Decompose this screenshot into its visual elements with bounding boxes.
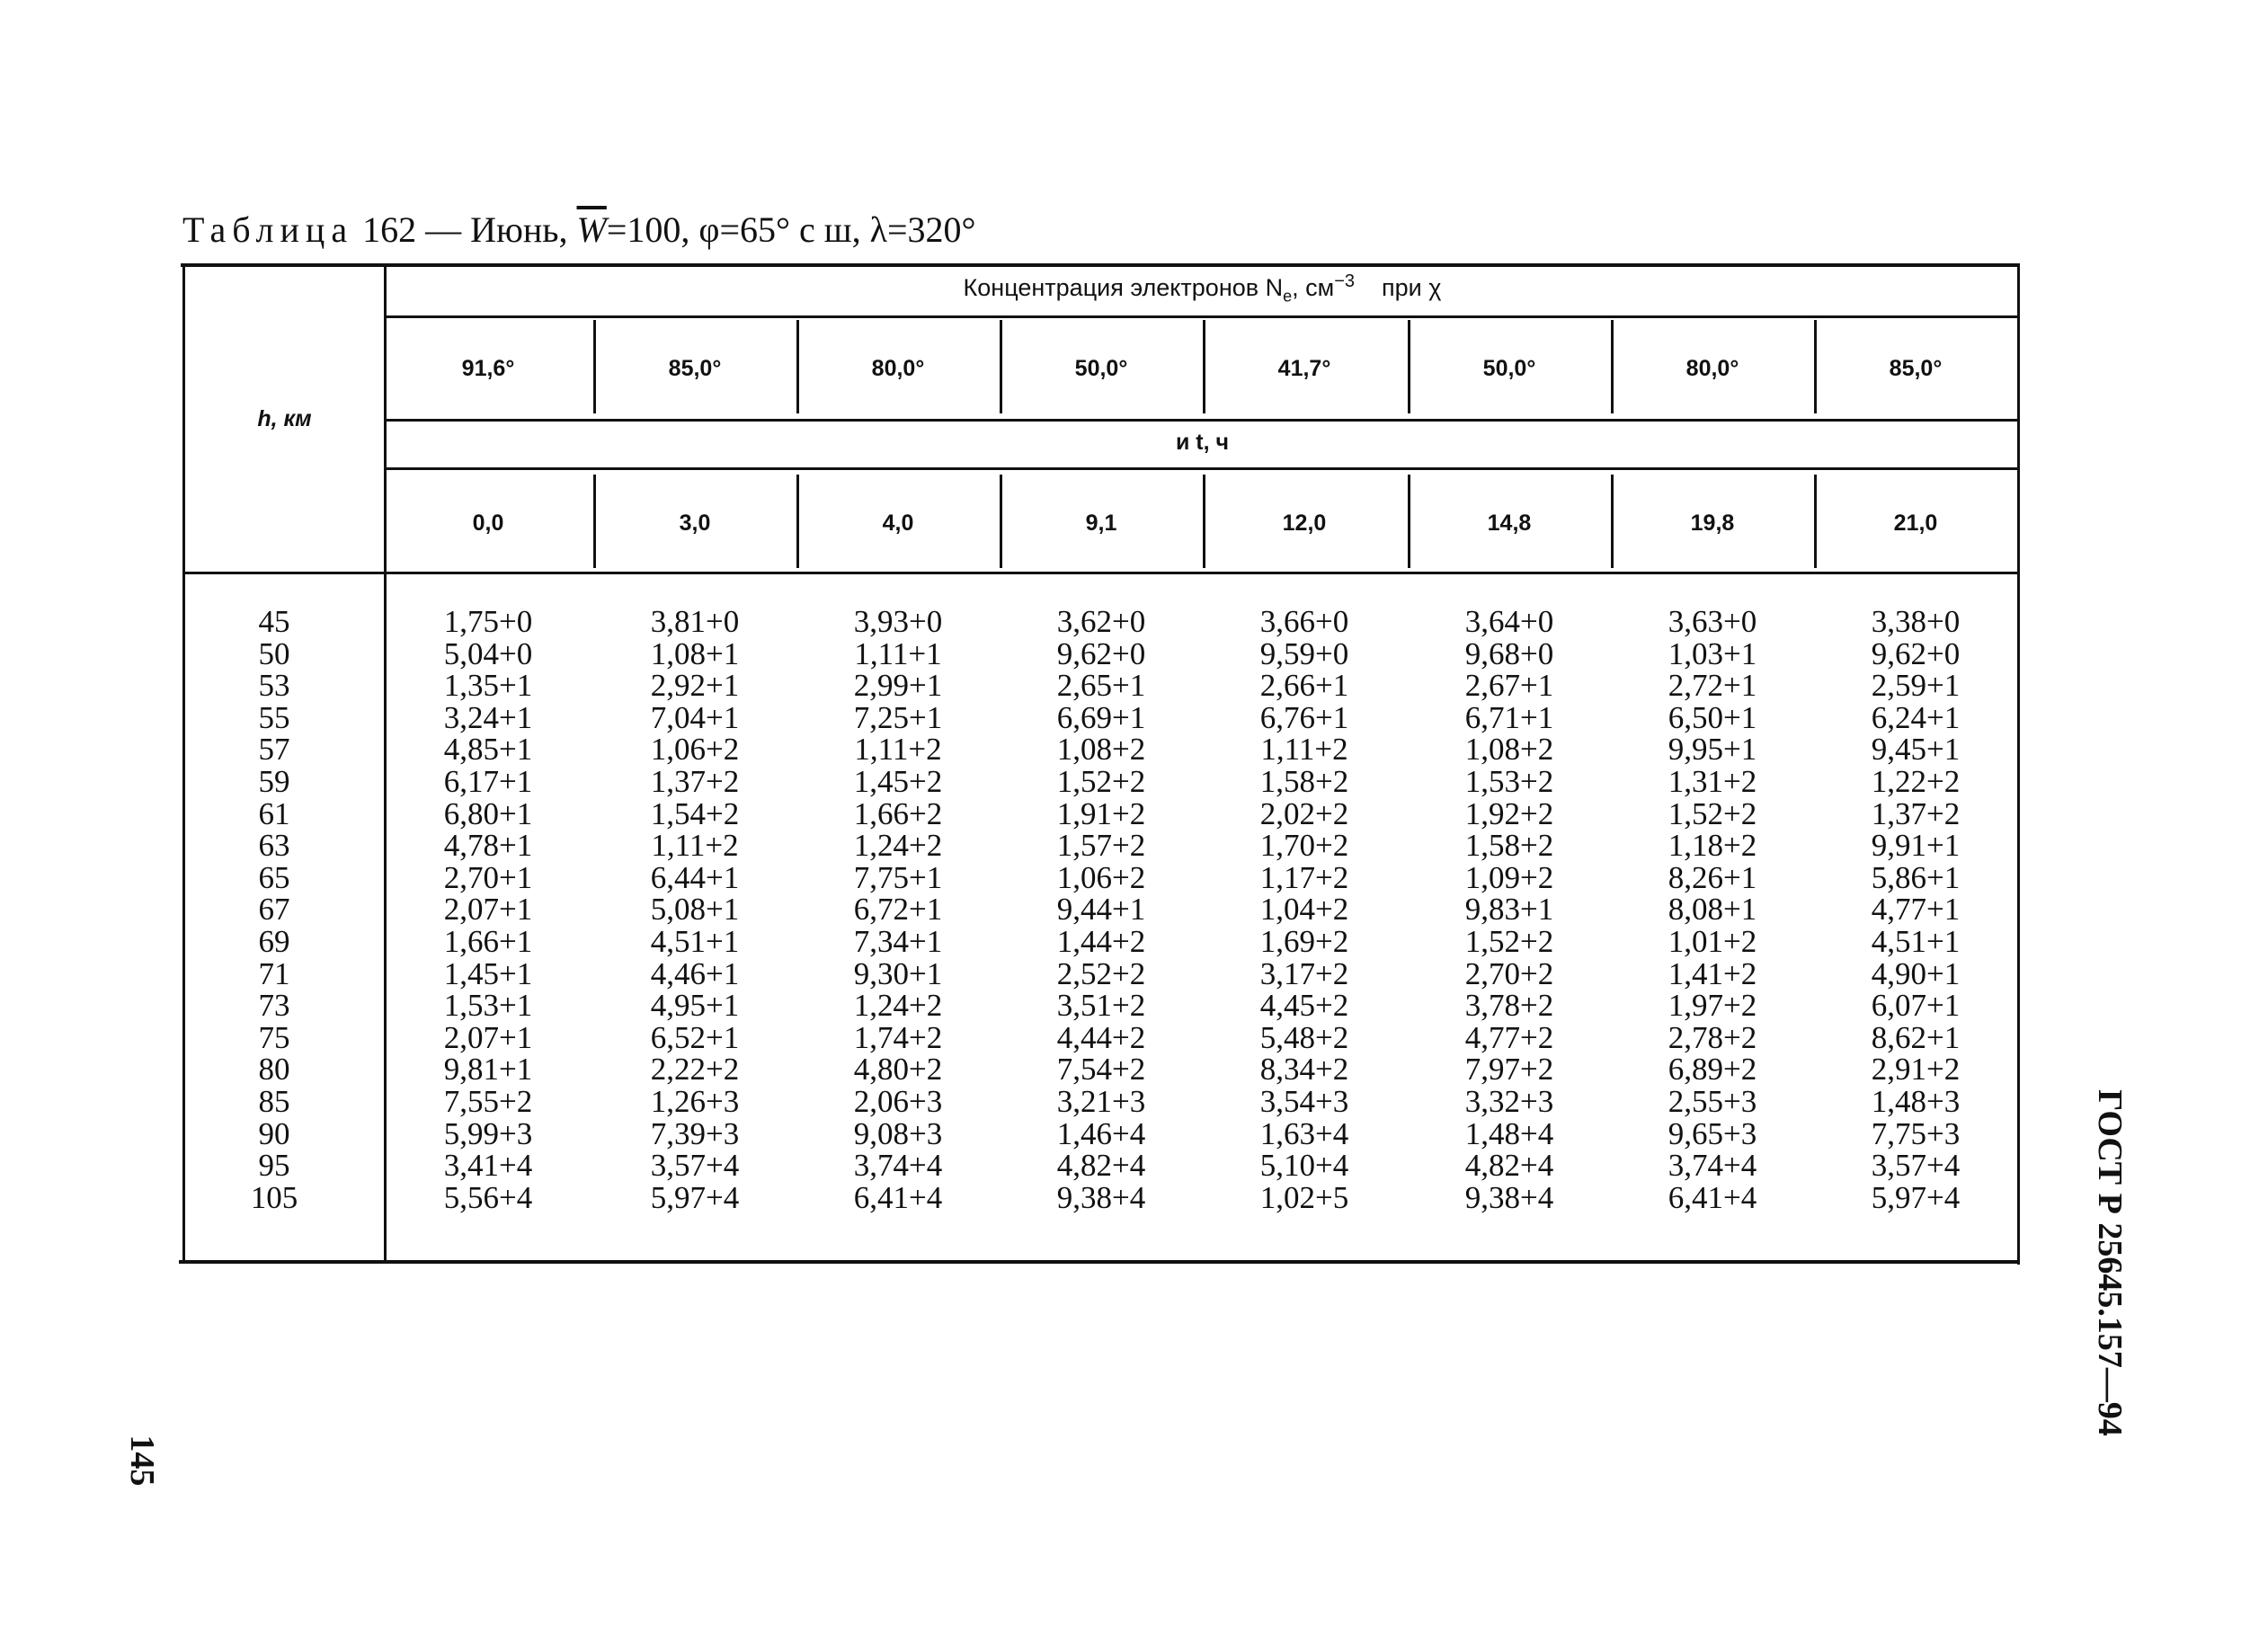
conc-exp: −3: [1334, 271, 1356, 291]
data-cell: 1,53+1: [443, 988, 533, 1024]
data-cell: 1,92+2: [1464, 795, 1554, 831]
data-cell: 4,82+4: [1056, 1148, 1146, 1184]
conc-pri: при χ: [1382, 274, 1442, 301]
height-value: 90: [258, 1115, 290, 1151]
data-cell: 6,50+1: [1668, 699, 1757, 735]
data-cell: 3,74+4: [1668, 1148, 1757, 1184]
chi-under-rule: [387, 419, 2018, 422]
chi-header-cell: 50,0°: [1482, 356, 1536, 381]
data-cell: 2,22+2: [650, 1052, 740, 1088]
data-cell: 8,34+2: [1259, 1052, 1349, 1088]
data-cell: 5,08+1: [650, 892, 740, 928]
data-cell: 9,45+1: [1871, 732, 1961, 768]
data-cell: 4,46+1: [650, 955, 740, 991]
data-cell: 5,10+4: [1259, 1148, 1349, 1184]
data-cell: 8,62+1: [1871, 1019, 1961, 1055]
height-value: 65: [258, 859, 290, 895]
caption-w-symbol: $\overline{W}$: [576, 209, 607, 250]
height-value: 57: [258, 732, 290, 768]
data-cell: 2,55+3: [1668, 1083, 1757, 1119]
data-cell: 3,38+0: [1871, 604, 1961, 639]
conc-label: Концентрация электронов N: [963, 274, 1284, 301]
data-cell: 1,45+2: [853, 763, 943, 799]
gost-designation: [2085, 1038, 2130, 1487]
data-cell: 6,69+1: [1056, 699, 1146, 735]
height-value: 50: [258, 635, 290, 671]
data-cell: 9,30+1: [853, 955, 943, 991]
data-cell: 4,45+2: [1259, 988, 1349, 1024]
data-cell: 2,52+2: [1056, 955, 1146, 991]
data-cell: 4,95+1: [650, 988, 740, 1024]
data-cell: 1,17+2: [1259, 859, 1349, 895]
data-cell: 2,99+1: [853, 668, 943, 704]
conc-sub: e: [1283, 287, 1293, 306]
conc-unit: , см: [1292, 274, 1335, 301]
time-header: [387, 430, 2018, 456]
data-cell: 8,26+1: [1668, 859, 1757, 895]
data-cell: 1,26+3: [650, 1083, 740, 1119]
data-cell: 1,31+2: [1668, 763, 1757, 799]
data-cell: 9,83+1: [1464, 892, 1554, 928]
data-cell: 2,65+1: [1056, 668, 1146, 704]
data-cell: 4,77+2: [1464, 1019, 1554, 1055]
chi-header-cell: 85,0°: [1889, 356, 1943, 381]
data-cell: 6,17+1: [443, 763, 533, 799]
data-cell: 1,69+2: [1259, 923, 1349, 959]
data-cell: 3,57+4: [1871, 1148, 1961, 1184]
data-cell: 3,64+0: [1464, 604, 1554, 639]
data-cell: 5,56+4: [443, 1179, 533, 1215]
data-cell: 2,91+2: [1871, 1052, 1961, 1088]
caption-number: 162 — Июнь,: [362, 209, 568, 250]
data-cell: 1,48+3: [1871, 1083, 1961, 1119]
height-value: 71: [258, 955, 290, 991]
data-cell: 6,24+1: [1871, 699, 1961, 735]
data-cell: 3,51+2: [1056, 988, 1146, 1024]
data-cell: 1,41+2: [1668, 955, 1757, 991]
data-cell: 7,25+1: [853, 699, 943, 735]
data-cell: 1,02+5: [1259, 1179, 1349, 1215]
data-cell: 6,71+1: [1464, 699, 1554, 735]
height-value: 53: [258, 668, 290, 704]
data-cell: 9,95+1: [1668, 732, 1757, 768]
data-cell: 3,41+4: [443, 1148, 533, 1184]
data-cell: 1,11+2: [854, 732, 942, 768]
data-cell: 1,11+2: [1260, 732, 1348, 768]
data-cell: 1,22+2: [1871, 763, 1961, 799]
data-cell: 5,04+0: [443, 635, 533, 671]
data-cell: 3,93+0: [853, 604, 943, 639]
height-value: 80: [258, 1052, 290, 1088]
data-cell: 4,80+2: [853, 1052, 943, 1088]
t-header-cell: 4,0: [882, 511, 914, 536]
data-cell: 3,24+1: [443, 699, 533, 735]
chi-header-cell: 41,7°: [1277, 356, 1331, 381]
t-header-cell: 21,0: [1893, 511, 1938, 536]
data-cell: 5,86+1: [1871, 859, 1961, 895]
data-cell: 7,04+1: [650, 699, 740, 735]
data-cell: 3,17+2: [1259, 955, 1349, 991]
data-cell: 1,06+2: [1056, 859, 1146, 895]
height-value: 61: [258, 795, 290, 831]
t-header-cell: 9,1: [1085, 511, 1117, 536]
data-cell: 1,06+2: [650, 732, 740, 768]
data-cell: 8,08+1: [1668, 892, 1757, 928]
data-cell: 1,57+2: [1056, 828, 1146, 864]
data-cell: 2,06+3: [853, 1083, 943, 1119]
data-cell: 1,58+2: [1259, 763, 1349, 799]
data-cell: 6,89+2: [1668, 1052, 1757, 1088]
data-cell: 2,78+2: [1668, 1019, 1757, 1055]
data-cell: 7,55+2: [443, 1083, 533, 1119]
data-cell: 1,63+4: [1259, 1115, 1349, 1151]
data-cell: 5,48+2: [1259, 1019, 1349, 1055]
data-column: [1000, 606, 1203, 1213]
height-value: 75: [258, 1019, 290, 1055]
data-cell: 9,59+0: [1259, 635, 1349, 671]
height-value: 59: [258, 763, 290, 799]
t-header-cell: 19,8: [1690, 511, 1735, 536]
data-cell: 1,52+2: [1056, 763, 1146, 799]
data-cell: 9,08+3: [853, 1115, 943, 1151]
data-cell: 1,08+1: [650, 635, 740, 671]
height-value: 55: [258, 699, 290, 735]
data-cell: 6,80+1: [443, 795, 533, 831]
data-column: [796, 606, 1000, 1213]
data-column: [1611, 606, 1814, 1213]
data-cell: 6,41+4: [853, 1179, 943, 1215]
gost-text: ГОСТ Р 25645.157—94: [2091, 1089, 2129, 1436]
data-cell: 2,72+1: [1668, 668, 1757, 704]
data-cell: 4,90+1: [1871, 955, 1961, 991]
data-cell: 1,48+4: [1464, 1115, 1554, 1151]
table-bottom-rule: [179, 1260, 2019, 1264]
data-cell: 9,44+1: [1056, 892, 1146, 928]
data-cell: 1,37+2: [1871, 795, 1961, 831]
data-cell: 5,97+4: [1871, 1179, 1961, 1215]
data-cell: 1,35+1: [443, 668, 533, 704]
caption-label: Таблица: [182, 209, 354, 250]
table-caption: [182, 209, 976, 251]
data-cell: 1,37+2: [650, 763, 740, 799]
data-cell: 7,75+3: [1871, 1115, 1961, 1151]
data-column: [1814, 606, 2017, 1213]
data-cell: 2,07+1: [443, 892, 533, 928]
height-value: 67: [258, 892, 290, 928]
table-right-rule: [2017, 267, 2020, 1265]
data-cell: 3,62+0: [1056, 604, 1146, 639]
data-cell: 1,11+2: [651, 828, 739, 864]
h-label: h, км: [257, 406, 312, 431]
data-cell: 9,65+3: [1668, 1115, 1757, 1151]
data-cell: 7,39+3: [650, 1115, 740, 1151]
data-cell: 1,66+1: [443, 923, 533, 959]
data-cell: 5,99+3: [443, 1115, 533, 1151]
chi-header-cell: 50,0°: [1074, 356, 1128, 381]
data-cell: 1,03+1: [1668, 635, 1757, 671]
data-cell: 1,46+4: [1056, 1115, 1146, 1151]
data-cell: 6,76+1: [1259, 699, 1349, 735]
data-cell: 3,66+0: [1259, 604, 1349, 639]
data-cell: 1,54+2: [650, 795, 740, 831]
data-cell: 6,52+1: [650, 1019, 740, 1055]
data-cell: 6,72+1: [853, 892, 943, 928]
height-value: 73: [258, 988, 290, 1024]
data-cell: 5,97+4: [650, 1179, 740, 1215]
data-cell: 1,58+2: [1464, 828, 1554, 864]
data-cell: 1,24+2: [853, 828, 943, 864]
data-cell: 7,34+1: [853, 923, 943, 959]
data-cell: 2,70+2: [1464, 955, 1554, 991]
data-cell: 9,38+4: [1056, 1179, 1146, 1215]
data-cell: 1,66+2: [853, 795, 943, 831]
data-cell: 4,77+1: [1871, 892, 1961, 928]
chi-header-cell: 85,0°: [668, 356, 722, 381]
t-header-cell: 12,0: [1282, 511, 1327, 536]
caption-params: =100, φ=65° с ш, λ=320°: [606, 209, 976, 250]
height-column-header: [185, 406, 384, 432]
data-cell: 3,32+3: [1464, 1083, 1554, 1119]
data-cell: 1,09+2: [1464, 859, 1554, 895]
data-cell: 9,91+1: [1871, 828, 1961, 864]
data-cell: 4,51+1: [650, 923, 740, 959]
data-cell: 6,07+1: [1871, 988, 1961, 1024]
data-cell: 1,52+2: [1464, 923, 1554, 959]
data-cell: 3,74+4: [853, 1148, 943, 1184]
data-cell: 1,70+2: [1259, 828, 1349, 864]
data-column: [1203, 606, 1406, 1213]
chi-header-cell: 80,0°: [871, 356, 925, 381]
data-cell: 9,81+1: [443, 1052, 533, 1088]
data-cell: 3,57+4: [650, 1148, 740, 1184]
data-cell: 4,78+1: [443, 828, 533, 864]
data-cell: 9,62+0: [1056, 635, 1146, 671]
t-header-cell: 14,8: [1487, 511, 1532, 536]
data-cell: 7,54+2: [1056, 1052, 1146, 1088]
data-cell: 2,70+1: [443, 859, 533, 895]
data-cell: 1,53+2: [1464, 763, 1554, 799]
height-column: [207, 606, 342, 1213]
data-cell: 1,45+1: [443, 955, 533, 991]
data-cell: 2,07+1: [443, 1019, 533, 1055]
conc-under-rule: [387, 315, 2018, 318]
data-cell: 1,75+0: [443, 604, 533, 639]
chi-header-cell: 80,0°: [1685, 356, 1739, 381]
height-value: 69: [258, 923, 290, 959]
height-value: 45: [258, 604, 290, 639]
data-cell: 3,21+3: [1056, 1083, 1146, 1119]
data-cell: 4,51+1: [1871, 923, 1961, 959]
data-cell: 1,74+2: [853, 1019, 943, 1055]
data-cell: 9,38+4: [1464, 1179, 1554, 1215]
concentration-header: [387, 271, 2018, 306]
data-cell: 3,54+3: [1259, 1083, 1349, 1119]
data-cell: 1,04+2: [1259, 892, 1349, 928]
height-value: 63: [258, 828, 290, 864]
header-bottom-rule: [185, 572, 2018, 574]
t-header-cell: 0,0: [472, 511, 504, 536]
data-cell: 9,68+0: [1464, 635, 1554, 671]
data-cell: 3,63+0: [1668, 604, 1757, 639]
data-cell: 2,59+1: [1871, 668, 1961, 704]
table-top-rule: [181, 263, 2020, 267]
time-label: и t, ч: [1175, 430, 1230, 455]
data-cell: 7,97+2: [1464, 1052, 1554, 1088]
data-cell: 2,67+1: [1464, 668, 1554, 704]
data-cell: 9,62+0: [1871, 635, 1961, 671]
data-cell: 3,78+2: [1464, 988, 1554, 1024]
data-cell: 1,97+2: [1668, 988, 1757, 1024]
page-number: [117, 1420, 162, 1501]
t-header-cell: 3,0: [679, 511, 711, 536]
data-cell: 1,24+2: [853, 988, 943, 1024]
data-cell: 4,44+2: [1056, 1019, 1146, 1055]
data-cell: 2,66+1: [1259, 668, 1349, 704]
data-cell: 1,91+2: [1056, 795, 1146, 831]
data-cell: 2,92+1: [650, 668, 740, 704]
height-value: 85: [258, 1083, 290, 1119]
data-cell: 1,08+2: [1056, 732, 1146, 768]
height-value: 105: [250, 1179, 298, 1215]
data-cell: 1,11+1: [854, 635, 942, 671]
data-cell: 1,52+2: [1668, 795, 1757, 831]
data-cell: 6,44+1: [650, 859, 740, 895]
data-column: [387, 606, 590, 1213]
data-cell: 6,41+4: [1668, 1179, 1757, 1215]
data-column: [1408, 606, 1611, 1213]
height-value: 95: [258, 1148, 290, 1184]
chi-header-cell: 91,6°: [461, 356, 515, 381]
data-cell: 4,82+4: [1464, 1148, 1554, 1184]
data-cell: 2,02+2: [1259, 795, 1349, 831]
data-column: [593, 606, 796, 1213]
data-cell: 1,01+2: [1668, 923, 1757, 959]
page-number-text: 145: [123, 1434, 161, 1487]
data-cell: 4,85+1: [443, 732, 533, 768]
data-cell: 1,08+2: [1464, 732, 1554, 768]
data-cell: 3,81+0: [650, 604, 740, 639]
data-cell: 1,18+2: [1668, 828, 1757, 864]
time-under-rule: [387, 467, 2018, 470]
data-cell: 7,75+1: [853, 859, 943, 895]
data-cell: 1,44+2: [1056, 923, 1146, 959]
